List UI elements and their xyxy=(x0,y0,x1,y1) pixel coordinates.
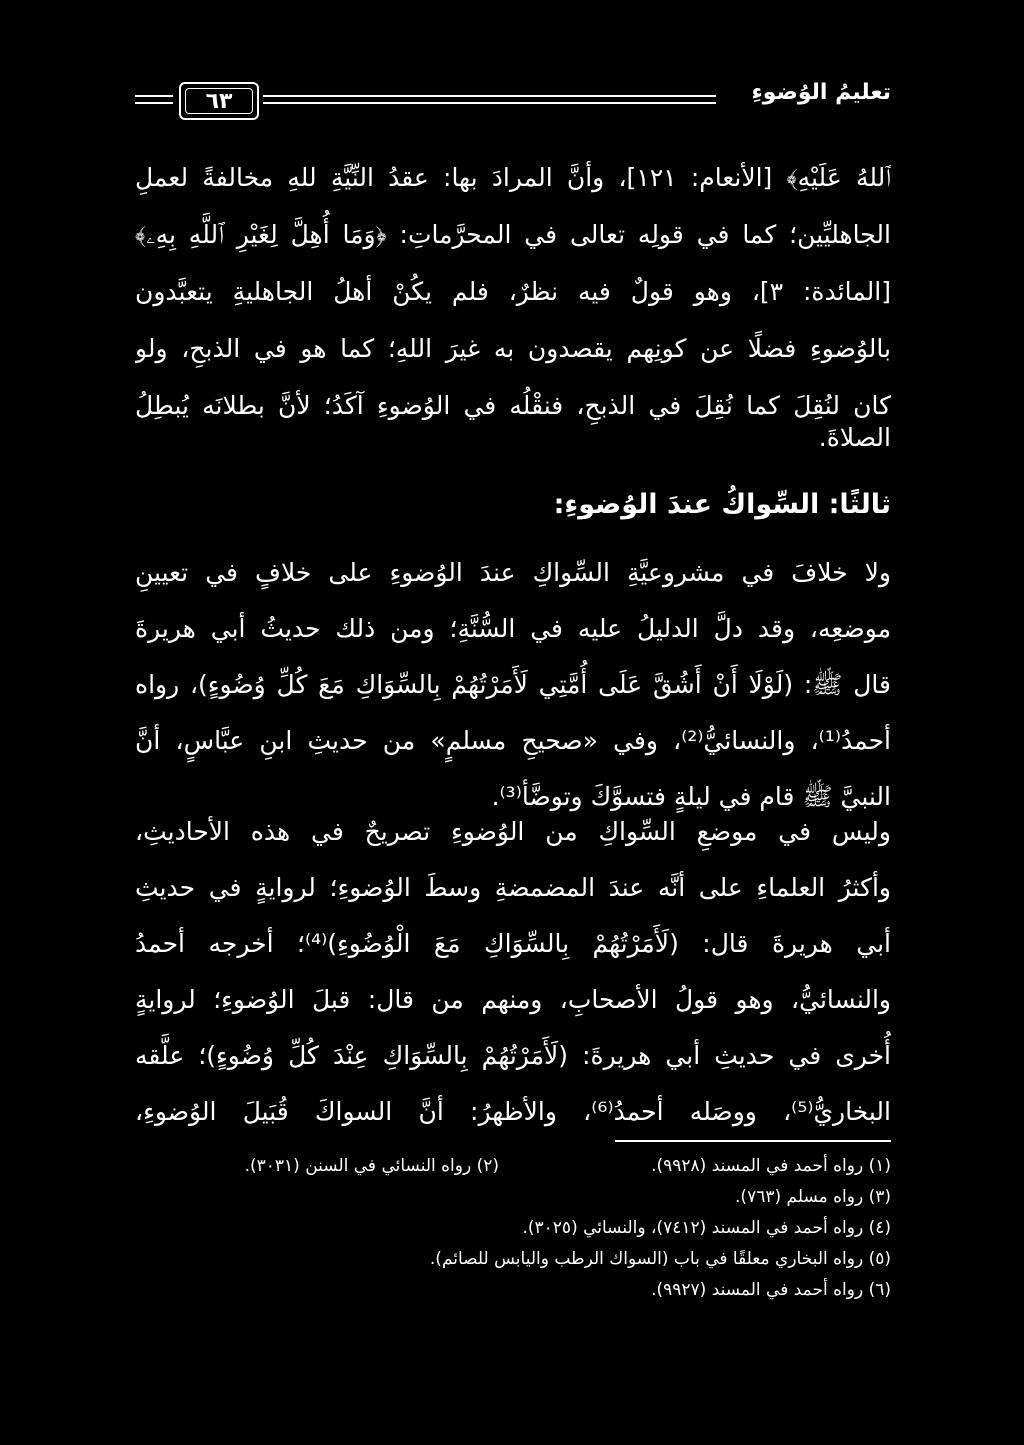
footnote-6: (٦) رواه أحمد في المسند (٩٩٢٧). xyxy=(651,1280,891,1300)
footnote-1: (١) رواه أحمد في المسند (٩٩٢٨). xyxy=(651,1156,891,1176)
text-line: أحمدُ⁽¹⁾، والنسائيُّ⁽²⁾، وفي «صحيحِ مسلمٍ» من حديثِ ابنِ عبَّاسٍ، أنَّ xyxy=(135,726,891,755)
text-line: الصلاةَ. xyxy=(818,423,891,452)
footnote-5: (٥) رواه البخاري معلقًا في باب (السواك الرطب واليابس للصائم). xyxy=(429,1249,891,1269)
footnote-3: (٣) رواه مسلم (٧٦٣). xyxy=(735,1187,891,1207)
text-line: ﭐﻟﻠﻪُ ﻋَﻠَﻴْﻪِ﴾ [الأنعام: ١٢١]، وأنَّ المرادَ بها: عقدُ النِّيَّةِ للهِ مخالفةً لعملِ xyxy=(135,163,891,192)
text-line: وليس في موضعِ السِّواكِ من الوُضوءِ تصريحٌ في هذه الأحاديثِ، xyxy=(135,817,891,846)
footnote-separator xyxy=(615,1140,891,1142)
text-line: والنسائيُّ، وهو قولُ الأصحابِ، ومنهم من قال: قبلَ الوُضوءِ؛ لروايةٍ xyxy=(135,985,891,1014)
text-line: الجاهليِّين؛ كما في قولِه تعالى في المحرَّماتِ: ﴿وَمَا أُهِلَّ لِغَيْرِ ٱللَّهِ بِهِۦ﴾ xyxy=(135,220,891,249)
text-line: أُخرى في حديثِ أبي هريرةَ: (لَأَمَرْتُهُمْ بِالسِّوَاكِ عِنْدَ كُلِّ وُضُوءٍ)؛ علَّقه xyxy=(135,1041,891,1070)
page-header xyxy=(135,82,891,122)
page-number-frame xyxy=(179,82,259,120)
text-line: قال ﷺ: (لَوْلَا أَنْ أَشُقَّ عَلَى أُمَّتِي لَأَمَرْتُهُمْ بِالسِّوَاكِ مَعَ كُلِّ وُضُوءٍ)، رواه xyxy=(135,670,891,699)
footnote-4: (٤) رواه أحمد في المسند (٧٤١٢)، والنسائي (٣٠٢٥). xyxy=(522,1218,891,1238)
text-line: البخاريُّ⁽⁵⁾، ووصَله أحمدُ⁽⁶⁾، والأظهرُ: أنَّ السواكَ قُبَيلَ الوُضوءِ، xyxy=(135,1097,891,1126)
text-line: ولا خلافَ في مشروعيَّةِ السِّواكِ عندَ الوُضوءِ على خلافٍ في تعيينِ xyxy=(135,558,891,587)
text-line: بالوُضوءِ فضلًا عن كونِهم يقصدون به غيرَ اللهِ؛ كما هو في الذبحِ، ولو xyxy=(135,334,891,363)
text-line: وأكثرُ العلماءِ على أنَّه عندَ المضمضةِ وسطَ الوُضوءِ؛ لروايةٍ في حديثِ xyxy=(135,873,891,902)
text-line: موضعِه، وقد دلَّ الدليلُ عليه في السُّنَّةِ؛ ومن ذلك حديثُ أبي هريرةَ xyxy=(135,614,891,643)
text-line: أبي هريرةَ قال: (لَأَمَرْتُهُمْ بِالسِّوَاكِ مَعَ الْوُضُوءِ)⁽⁴⁾؛ أخرجه أحمدُ xyxy=(135,929,891,958)
page-number: ٦٣ xyxy=(185,88,253,114)
header-rule-short xyxy=(135,95,173,104)
header-rule xyxy=(263,95,716,104)
chapter-title: تعليمُ الوُضوءِ xyxy=(751,80,891,105)
text-line: كان لنُقِلَ كما نُقِلَ في الذبحِ، فنقْلُه في الوُضوءِ آكَدُ؛ لأنَّ بطلانَه يُبطِلُ xyxy=(135,391,891,420)
footnote-2: (٢) رواه النسائي في السنن (٣٠٣١). xyxy=(244,1156,499,1176)
section-heading: ثالثًا: السِّواكُ عندَ الوُضوءِ: xyxy=(553,489,891,520)
text-line: [المائدة: ٣]، وهو قولٌ فيه نظرٌ، فلم يكُنْ أهلُ الجاهليةِ يتعبَّدون xyxy=(135,277,891,306)
text-line: النبيَّ ﷺ قام في ليلةٍ فتسوَّكَ وتوضَّأ⁽³⁾. xyxy=(491,782,891,811)
